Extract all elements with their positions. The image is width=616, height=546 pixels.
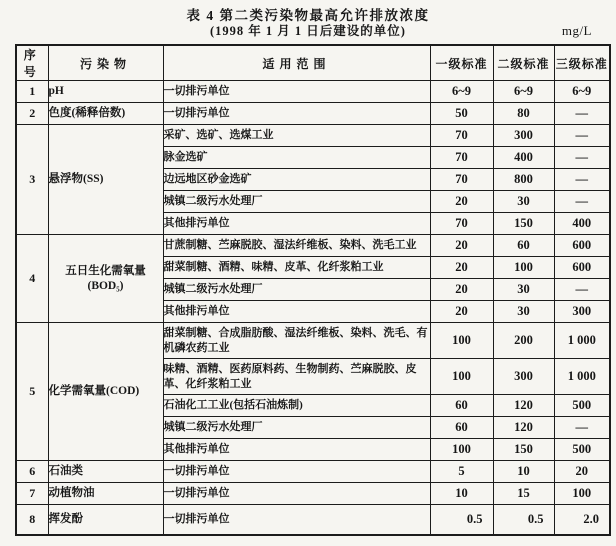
pollutant-standards-table [15, 44, 611, 536]
level1-standard-cell: 0.5 [430, 505, 493, 535]
table-row [16, 461, 610, 483]
scope-cell: 一切排污单位 [163, 505, 430, 535]
level3-standard-cell: — [554, 191, 610, 213]
level3-standard-cell: 600 [554, 257, 610, 279]
table-row [16, 103, 610, 125]
table-subtitle: (1998 年 1 月 1 日后建设的单位) [210, 24, 406, 38]
level2-standard-cell: 0.5 [493, 505, 554, 535]
scope-cell: 甜菜制糖、合成脂肪酸、湿法纤维板、染料、洗毛、有机磷农药工业 [163, 323, 430, 359]
level3-standard-cell: 20 [554, 461, 610, 483]
scope-cell: 其他排污单位 [163, 439, 430, 461]
level1-standard-cell: 20 [430, 235, 493, 257]
scope-cell: 味精、酒精、医药原料药、生物制药、苎麻脱胶、皮革、化纤浆粕工业 [163, 359, 430, 395]
scope-cell: 一切排污单位 [163, 461, 430, 483]
level2-standard-cell: 30 [493, 301, 554, 323]
level1-standard-cell: 10 [430, 483, 493, 505]
level3-standard-cell: — [554, 417, 610, 439]
level2-standard-cell: 6~9 [493, 81, 554, 103]
level3-standard-cell: — [554, 125, 610, 147]
level3-standard-cell: — [554, 279, 610, 301]
level2-standard-cell: 150 [493, 439, 554, 461]
table-row [16, 323, 610, 359]
level3-standard-cell: 100 [554, 483, 610, 505]
level1-standard-cell: 100 [430, 323, 493, 359]
scope-cell: 其他排污单位 [163, 301, 430, 323]
level1-standard-cell: 60 [430, 417, 493, 439]
row-number-cell: 3 [16, 125, 48, 235]
level1-standard-cell: 6~9 [430, 81, 493, 103]
row-number-cell: 6 [16, 461, 48, 483]
level2-standard-cell: 150 [493, 213, 554, 235]
scope-cell: 采矿、选矿、选煤工业 [163, 125, 430, 147]
pollutant-cell: 色度(稀释倍数) [48, 103, 163, 125]
pollutant-cell: 动植物油 [48, 483, 163, 505]
level1-standard-cell: 20 [430, 257, 493, 279]
row-number-cell: 2 [16, 103, 48, 125]
scope-cell: 一切排污单位 [163, 103, 430, 125]
level1-standard-cell: 60 [430, 395, 493, 417]
level3-standard-cell: 2.0 [554, 505, 610, 535]
level1-standard-cell: 20 [430, 279, 493, 301]
scope-cell: 一切排污单位 [163, 81, 430, 103]
level2-standard-cell: 300 [493, 125, 554, 147]
row-number-cell: 8 [16, 505, 48, 535]
level2-standard-cell: 80 [493, 103, 554, 125]
scope-cell: 石油化工工业(包括石油炼制) [163, 395, 430, 417]
level1-standard-cell: 70 [430, 213, 493, 235]
level2-standard-cell: 30 [493, 191, 554, 213]
level3-standard-cell: 1 000 [554, 323, 610, 359]
column-header: 二级标准 [493, 45, 554, 81]
header-row [16, 45, 610, 81]
level1-standard-cell: 100 [430, 359, 493, 395]
level3-standard-cell: 300 [554, 301, 610, 323]
level2-standard-cell: 60 [493, 235, 554, 257]
row-number-cell: 1 [16, 81, 48, 103]
column-header: 一级标准 [430, 45, 493, 81]
scope-cell: 甜菜制糖、酒精、味精、皮革、化纤浆粕工业 [163, 257, 430, 279]
level2-standard-cell: 15 [493, 483, 554, 505]
level1-standard-cell: 5 [430, 461, 493, 483]
level3-standard-cell: — [554, 147, 610, 169]
scope-cell: 甘蔗制糖、苎麻脱胶、湿法纤维板、染料、洗毛工业 [163, 235, 430, 257]
scope-cell: 城镇二级污水处理厂 [163, 417, 430, 439]
level3-standard-cell: 500 [554, 395, 610, 417]
level3-standard-cell: 400 [554, 213, 610, 235]
level2-standard-cell: 300 [493, 359, 554, 395]
level2-standard-cell: 120 [493, 417, 554, 439]
unit-label: mg/L [561, 23, 592, 38]
level2-standard-cell: 30 [493, 279, 554, 301]
pollutant-cell: pH [48, 81, 163, 103]
scope-cell: 脉金选矿 [163, 147, 430, 169]
column-header: 序号 [16, 45, 48, 81]
scope-cell: 边远地区砂金选矿 [163, 169, 430, 191]
level3-standard-cell: 1 000 [554, 359, 610, 395]
level1-standard-cell: 70 [430, 147, 493, 169]
table-row [16, 81, 610, 103]
level2-standard-cell: 100 [493, 257, 554, 279]
level2-standard-cell: 200 [493, 323, 554, 359]
scope-cell: 城镇二级污水处理厂 [163, 279, 430, 301]
scope-cell: 一切排污单位 [163, 483, 430, 505]
level2-standard-cell: 120 [493, 395, 554, 417]
table-row [16, 235, 610, 257]
level3-standard-cell: — [554, 103, 610, 125]
pollutant-cell: 石油类 [48, 461, 163, 483]
pollutant-cell: 悬浮物(SS) [48, 125, 163, 235]
level3-standard-cell: 600 [554, 235, 610, 257]
pollutant-cell: 化学需氧量(COD) [48, 323, 163, 461]
level3-standard-cell: 500 [554, 439, 610, 461]
level1-standard-cell: 100 [430, 439, 493, 461]
row-number-cell: 5 [16, 323, 48, 461]
scope-cell: 其他排污单位 [163, 213, 430, 235]
level2-standard-cell: 10 [493, 461, 554, 483]
table-body [16, 81, 610, 535]
level1-standard-cell: 70 [430, 169, 493, 191]
level1-standard-cell: 50 [430, 103, 493, 125]
pollutant-cell: 挥发酚 [48, 505, 163, 535]
level3-standard-cell: 6~9 [554, 81, 610, 103]
level1-standard-cell: 20 [430, 191, 493, 213]
table-row [16, 125, 610, 147]
scope-cell: 城镇二级污水处理厂 [163, 191, 430, 213]
level3-standard-cell: — [554, 169, 610, 191]
level1-standard-cell: 20 [430, 301, 493, 323]
level2-standard-cell: 400 [493, 147, 554, 169]
row-number-cell: 4 [16, 235, 48, 323]
table-title: 表 4 第二类污染物最高允许排放浓度 [186, 8, 430, 23]
level1-standard-cell: 70 [430, 125, 493, 147]
table-row [16, 505, 610, 535]
row-number-cell: 7 [16, 483, 48, 505]
table-row [16, 483, 610, 505]
column-header: 适用范围 [163, 45, 430, 81]
pollutant-cell: 五日生化需氧量 (BOD₅) [48, 235, 163, 323]
column-header: 污染物 [48, 45, 163, 81]
level2-standard-cell: 800 [493, 169, 554, 191]
column-header: 三级标准 [554, 45, 610, 81]
